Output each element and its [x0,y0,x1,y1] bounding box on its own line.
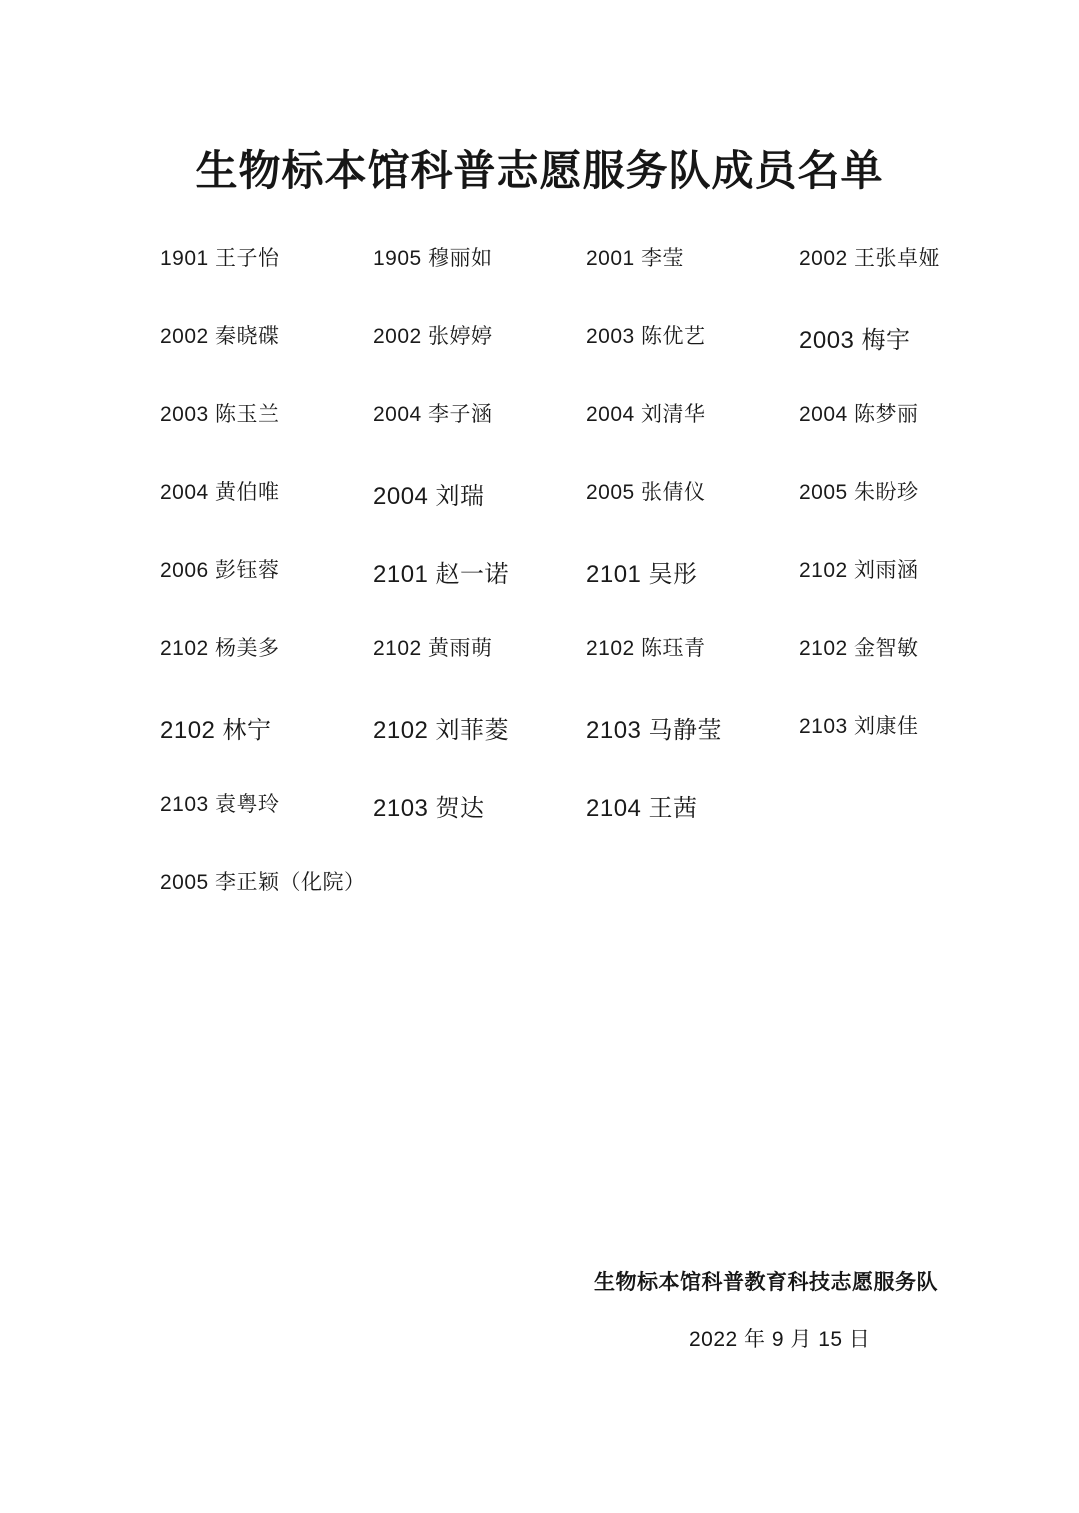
member-item: 2102 刘菲菱 [373,717,510,744]
member-item: 2003 陈玉兰 [160,403,280,426]
signature-line: 生物标本馆科普教育科技志愿服务队 [594,1271,938,1294]
member-list [160,242,1012,944]
member-item: 1901 王子怡 [160,247,280,270]
member-item: 2005 李正颖（化院） [160,871,366,894]
member-item: 2101 吴彤 [586,561,698,588]
member-item: 2102 陈珏青 [586,637,706,660]
member-item: 2102 金智敏 [799,637,919,660]
member-item: 2003 梅宇 [799,327,911,354]
member-item: 2102 林宁 [160,717,272,744]
member-item: 2003 陈优艺 [586,325,706,348]
member-item: 2005 朱盼珍 [799,481,919,504]
member-item: 2102 杨美多 [160,637,280,660]
member-item: 2004 李子涵 [373,403,493,426]
member-item: 2103 刘康佳 [799,715,919,738]
member-item: 2101 赵一诺 [373,561,510,588]
member-item: 2006 彭钰蓉 [160,559,280,582]
member-item: 2102 黄雨萌 [373,637,493,660]
document-title: 生物标本馆科普志愿服务队成员名单 [195,147,884,194]
member-item: 2102 刘雨涵 [799,559,919,582]
member-item: 2002 张婷婷 [373,325,493,348]
member-item: 2103 袁粤玲 [160,793,280,816]
member-item: 2001 李莹 [586,247,685,270]
date-line: 2022 年 9 月 15 日 [689,1328,871,1351]
member-item: 2004 黄伯唯 [160,481,280,504]
member-item: 2103 贺达 [373,795,485,822]
member-item: 2004 刘瑞 [373,483,485,510]
member-item: 2005 张倩仪 [586,481,706,504]
member-item: 2004 刘清华 [586,403,706,426]
member-item: 2104 王茜 [586,795,698,822]
member-item: 2002 王张卓娅 [799,247,941,270]
member-item: 2004 陈梦丽 [799,403,919,426]
member-item: 1905 穆丽如 [373,247,493,270]
member-item: 2103 马静莹 [586,717,723,744]
member-item: 2002 秦晓碟 [160,325,280,348]
